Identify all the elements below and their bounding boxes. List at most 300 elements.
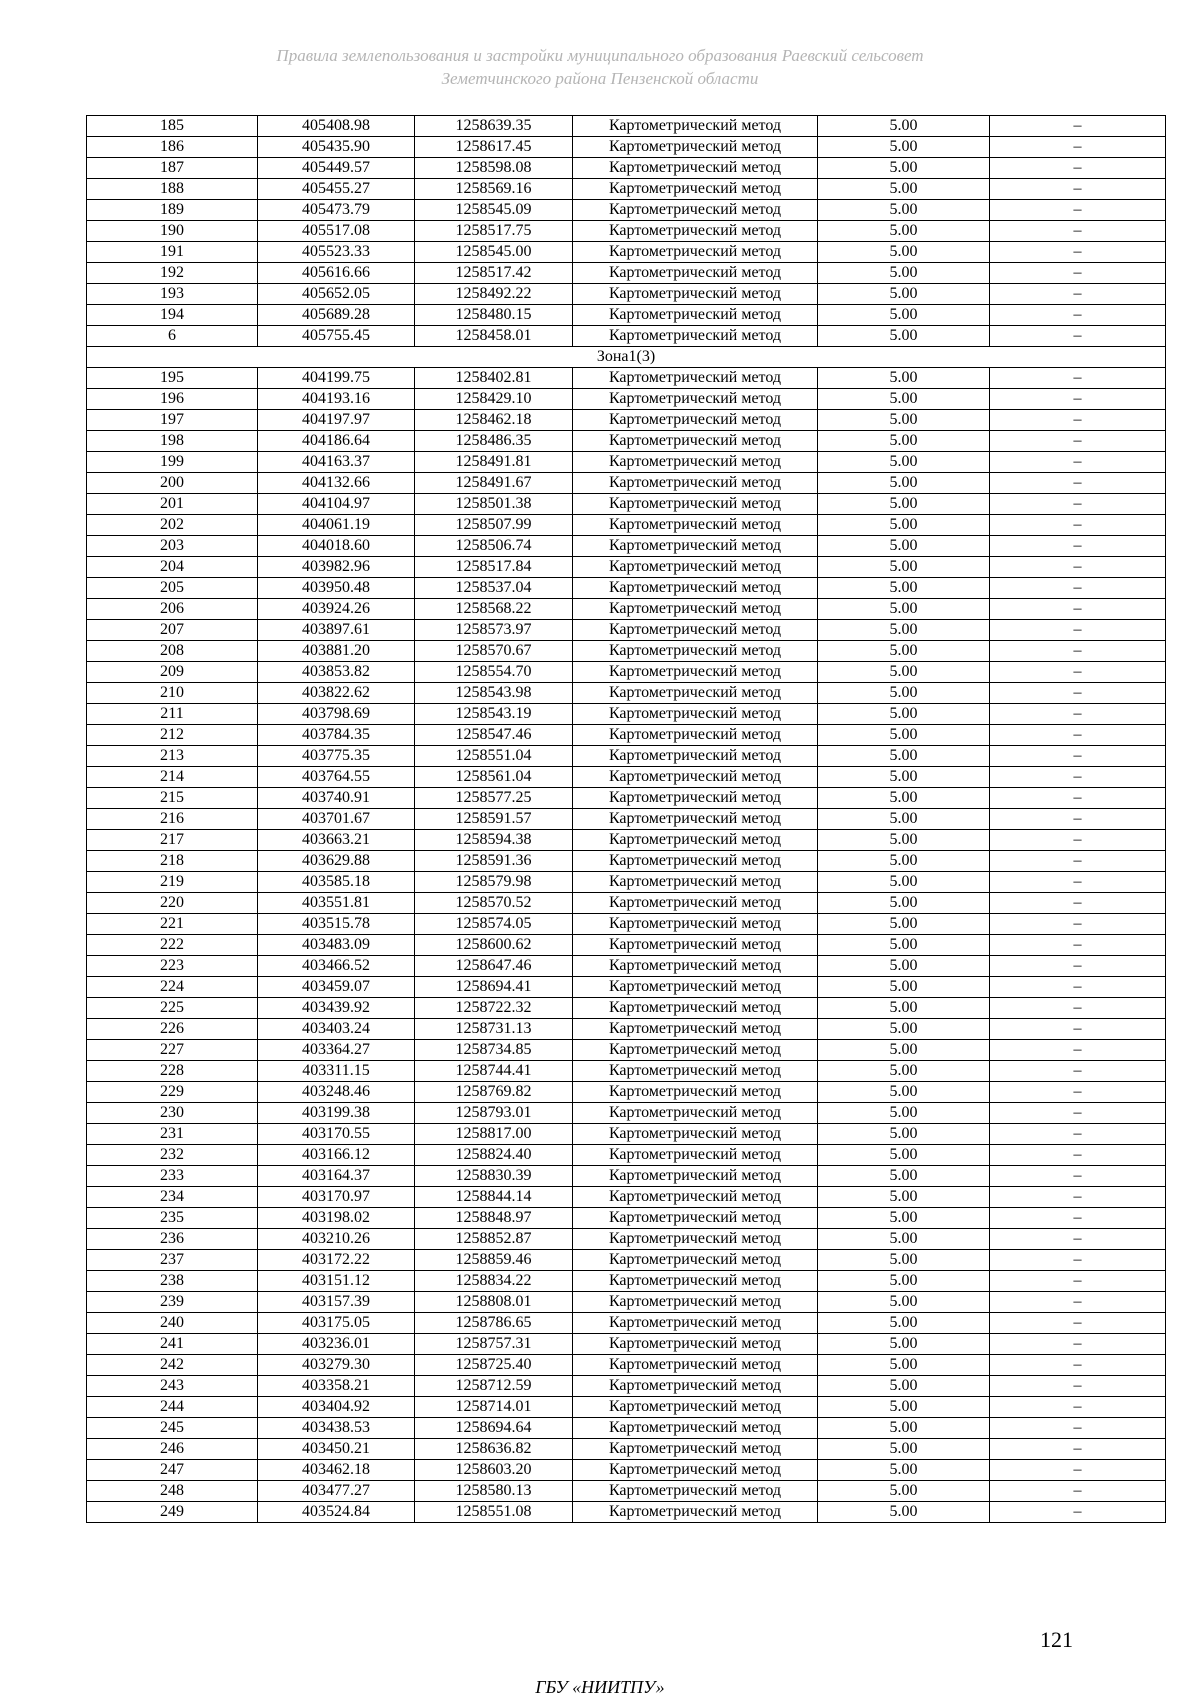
x-coordinate-cell: 403157.39 xyxy=(258,1292,415,1313)
table-row xyxy=(87,536,1166,557)
method-cell: Картометрический метод xyxy=(573,326,818,347)
accuracy-cell: 5.00 xyxy=(818,389,990,410)
y-coordinate-cell: 1258830.39 xyxy=(415,1166,573,1187)
y-coordinate-cell: 1258852.87 xyxy=(415,1229,573,1250)
accuracy-cell: 5.00 xyxy=(818,200,990,221)
y-coordinate-cell: 1258545.00 xyxy=(415,242,573,263)
note-cell: – xyxy=(990,263,1166,284)
note-cell: – xyxy=(990,662,1166,683)
zone-section xyxy=(87,347,1166,368)
note-cell: – xyxy=(990,767,1166,788)
note-cell: – xyxy=(990,704,1166,725)
point-number-cell: 243 xyxy=(87,1376,258,1397)
accuracy-cell: 5.00 xyxy=(818,1019,990,1040)
method-cell: Картометрический метод xyxy=(573,620,818,641)
accuracy-cell: 5.00 xyxy=(818,1397,990,1418)
accuracy-cell: 5.00 xyxy=(818,473,990,494)
accuracy-cell: 5.00 xyxy=(818,620,990,641)
note-cell: – xyxy=(990,1292,1166,1313)
accuracy-cell: 5.00 xyxy=(818,263,990,284)
table-row xyxy=(87,1040,1166,1061)
point-number-cell: 226 xyxy=(87,1019,258,1040)
y-coordinate-cell: 1258570.67 xyxy=(415,641,573,662)
x-coordinate-cell: 403764.55 xyxy=(258,767,415,788)
method-cell: Картометрический метод xyxy=(573,1271,818,1292)
method-cell: Картометрический метод xyxy=(573,977,818,998)
x-coordinate-cell: 404163.37 xyxy=(258,452,415,473)
y-coordinate-cell: 1258551.08 xyxy=(415,1502,573,1523)
point-number-cell: 202 xyxy=(87,515,258,536)
point-number-cell: 193 xyxy=(87,284,258,305)
x-coordinate-cell: 404199.75 xyxy=(258,368,415,389)
accuracy-cell: 5.00 xyxy=(818,1355,990,1376)
table-row xyxy=(87,956,1166,977)
point-number-cell: 196 xyxy=(87,389,258,410)
accuracy-cell: 5.00 xyxy=(818,851,990,872)
x-coordinate-cell: 403897.61 xyxy=(258,620,415,641)
point-number-cell: 227 xyxy=(87,1040,258,1061)
x-coordinate-cell: 403279.30 xyxy=(258,1355,415,1376)
y-coordinate-cell: 1258547.46 xyxy=(415,725,573,746)
table-body-bottom xyxy=(87,368,1166,1523)
table-row xyxy=(87,1397,1166,1418)
point-number-cell: 219 xyxy=(87,872,258,893)
x-coordinate-cell: 403477.27 xyxy=(258,1481,415,1502)
x-coordinate-cell: 403629.88 xyxy=(258,851,415,872)
accuracy-cell: 5.00 xyxy=(818,305,990,326)
coordinates-table xyxy=(86,115,1166,1523)
note-cell: – xyxy=(990,326,1166,347)
x-coordinate-cell: 403311.15 xyxy=(258,1061,415,1082)
y-coordinate-cell: 1258722.32 xyxy=(415,998,573,1019)
accuracy-cell: 5.00 xyxy=(818,1187,990,1208)
x-coordinate-cell: 403950.48 xyxy=(258,578,415,599)
point-number-cell: 190 xyxy=(87,221,258,242)
note-cell: – xyxy=(990,1229,1166,1250)
method-cell: Картометрический метод xyxy=(573,1082,818,1103)
point-number-cell: 188 xyxy=(87,179,258,200)
note-cell: – xyxy=(990,137,1166,158)
y-coordinate-cell: 1258568.22 xyxy=(415,599,573,620)
point-number-cell: 224 xyxy=(87,977,258,998)
method-cell: Картометрический метод xyxy=(573,1355,818,1376)
table-row xyxy=(87,137,1166,158)
point-number-cell: 207 xyxy=(87,620,258,641)
accuracy-cell: 5.00 xyxy=(818,536,990,557)
y-coordinate-cell: 1258551.04 xyxy=(415,746,573,767)
note-cell: – xyxy=(990,1439,1166,1460)
y-coordinate-cell: 1258429.10 xyxy=(415,389,573,410)
point-number-cell: 203 xyxy=(87,536,258,557)
table-row xyxy=(87,1250,1166,1271)
point-number-cell: 6 xyxy=(87,326,258,347)
x-coordinate-cell: 403784.35 xyxy=(258,725,415,746)
x-coordinate-cell: 403403.24 xyxy=(258,1019,415,1040)
table-row xyxy=(87,368,1166,389)
note-cell: – xyxy=(990,620,1166,641)
table-body-top xyxy=(87,116,1166,347)
note-cell: – xyxy=(990,494,1166,515)
method-cell: Картометрический метод xyxy=(573,284,818,305)
y-coordinate-cell: 1258757.31 xyxy=(415,1334,573,1355)
y-coordinate-cell: 1258603.20 xyxy=(415,1460,573,1481)
page-number: 121 xyxy=(1040,1627,1073,1652)
table-row xyxy=(87,179,1166,200)
point-number-cell: 245 xyxy=(87,1418,258,1439)
table-row xyxy=(87,1124,1166,1145)
method-cell: Картометрический метод xyxy=(573,1166,818,1187)
y-coordinate-cell: 1258714.01 xyxy=(415,1397,573,1418)
method-cell: Картометрический метод xyxy=(573,683,818,704)
y-coordinate-cell: 1258573.97 xyxy=(415,620,573,641)
point-number-cell: 206 xyxy=(87,599,258,620)
x-coordinate-cell: 403199.38 xyxy=(258,1103,415,1124)
point-number-cell: 238 xyxy=(87,1271,258,1292)
x-coordinate-cell: 403982.96 xyxy=(258,557,415,578)
accuracy-cell: 5.00 xyxy=(818,998,990,1019)
accuracy-cell: 5.00 xyxy=(818,368,990,389)
x-coordinate-cell: 403404.92 xyxy=(258,1397,415,1418)
table-row xyxy=(87,620,1166,641)
table-row xyxy=(87,116,1166,137)
table-row xyxy=(87,599,1166,620)
table-row xyxy=(87,1334,1166,1355)
table-row xyxy=(87,284,1166,305)
point-number-cell: 232 xyxy=(87,1145,258,1166)
point-number-cell: 244 xyxy=(87,1397,258,1418)
note-cell: – xyxy=(990,977,1166,998)
x-coordinate-cell: 405652.05 xyxy=(258,284,415,305)
note-cell: – xyxy=(990,1502,1166,1523)
note-cell: – xyxy=(990,956,1166,977)
note-cell: – xyxy=(990,788,1166,809)
note-cell: – xyxy=(990,1061,1166,1082)
point-number-cell: 186 xyxy=(87,137,258,158)
x-coordinate-cell: 405473.79 xyxy=(258,200,415,221)
y-coordinate-cell: 1258725.40 xyxy=(415,1355,573,1376)
x-coordinate-cell: 404104.97 xyxy=(258,494,415,515)
point-number-cell: 212 xyxy=(87,725,258,746)
y-coordinate-cell: 1258480.15 xyxy=(415,305,573,326)
y-coordinate-cell: 1258591.36 xyxy=(415,851,573,872)
table-row xyxy=(87,746,1166,767)
note-cell: – xyxy=(990,1355,1166,1376)
method-cell: Картометрический метод xyxy=(573,137,818,158)
point-number-cell: 195 xyxy=(87,368,258,389)
method-cell: Картометрический метод xyxy=(573,935,818,956)
y-coordinate-cell: 1258577.25 xyxy=(415,788,573,809)
note-cell: – xyxy=(990,1145,1166,1166)
note-cell: – xyxy=(990,578,1166,599)
table-row xyxy=(87,1376,1166,1397)
y-coordinate-cell: 1258617.45 xyxy=(415,137,573,158)
method-cell: Картометрический метод xyxy=(573,641,818,662)
y-coordinate-cell: 1258579.98 xyxy=(415,872,573,893)
method-cell: Картометрический метод xyxy=(573,1481,818,1502)
y-coordinate-cell: 1258402.81 xyxy=(415,368,573,389)
method-cell: Картометрический метод xyxy=(573,1124,818,1145)
table-row xyxy=(87,998,1166,1019)
y-coordinate-cell: 1258491.81 xyxy=(415,452,573,473)
x-coordinate-cell: 403822.62 xyxy=(258,683,415,704)
note-cell: – xyxy=(990,557,1166,578)
method-cell: Картометрический метод xyxy=(573,599,818,620)
table-row xyxy=(87,1292,1166,1313)
table-row xyxy=(87,578,1166,599)
x-coordinate-cell: 403701.67 xyxy=(258,809,415,830)
accuracy-cell: 5.00 xyxy=(818,1313,990,1334)
table-row xyxy=(87,1418,1166,1439)
y-coordinate-cell: 1258501.38 xyxy=(415,494,573,515)
point-number-cell: 241 xyxy=(87,1334,258,1355)
accuracy-cell: 5.00 xyxy=(818,599,990,620)
method-cell: Картометрический метод xyxy=(573,1502,818,1523)
note-cell: – xyxy=(990,641,1166,662)
note-cell: – xyxy=(990,1460,1166,1481)
accuracy-cell: 5.00 xyxy=(818,893,990,914)
accuracy-cell: 5.00 xyxy=(818,1082,990,1103)
method-cell: Картометрический метод xyxy=(573,1292,818,1313)
x-coordinate-cell: 404018.60 xyxy=(258,536,415,557)
y-coordinate-cell: 1258517.75 xyxy=(415,221,573,242)
point-number-cell: 208 xyxy=(87,641,258,662)
note-cell: – xyxy=(990,515,1166,536)
method-cell: Картометрический метод xyxy=(573,746,818,767)
point-number-cell: 214 xyxy=(87,767,258,788)
table-row xyxy=(87,683,1166,704)
accuracy-cell: 5.00 xyxy=(818,1040,990,1061)
x-coordinate-cell: 405449.57 xyxy=(258,158,415,179)
y-coordinate-cell: 1258517.84 xyxy=(415,557,573,578)
method-cell: Картометрический метод xyxy=(573,410,818,431)
note-cell: – xyxy=(990,200,1166,221)
method-cell: Картометрический метод xyxy=(573,452,818,473)
accuracy-cell: 5.00 xyxy=(818,1208,990,1229)
x-coordinate-cell: 403740.91 xyxy=(258,788,415,809)
accuracy-cell: 5.00 xyxy=(818,1481,990,1502)
note-cell: – xyxy=(990,1397,1166,1418)
y-coordinate-cell: 1258543.98 xyxy=(415,683,573,704)
table-row xyxy=(87,1187,1166,1208)
method-cell: Картометрический метод xyxy=(573,830,818,851)
zone-row xyxy=(87,347,1166,368)
note-cell: – xyxy=(990,746,1166,767)
accuracy-cell: 5.00 xyxy=(818,956,990,977)
x-coordinate-cell: 405435.90 xyxy=(258,137,415,158)
point-number-cell: 215 xyxy=(87,788,258,809)
method-cell: Картометрический метод xyxy=(573,1439,818,1460)
accuracy-cell: 5.00 xyxy=(818,872,990,893)
method-cell: Картометрический метод xyxy=(573,1208,818,1229)
method-cell: Картометрический метод xyxy=(573,389,818,410)
point-number-cell: 247 xyxy=(87,1460,258,1481)
method-cell: Картометрический метод xyxy=(573,221,818,242)
method-cell: Картометрический метод xyxy=(573,809,818,830)
y-coordinate-cell: 1258824.40 xyxy=(415,1145,573,1166)
note-cell: – xyxy=(990,1103,1166,1124)
y-coordinate-cell: 1258574.05 xyxy=(415,914,573,935)
x-coordinate-cell: 404132.66 xyxy=(258,473,415,494)
accuracy-cell: 5.00 xyxy=(818,767,990,788)
accuracy-cell: 5.00 xyxy=(818,1460,990,1481)
y-coordinate-cell: 1258744.41 xyxy=(415,1061,573,1082)
note-cell: – xyxy=(990,1166,1166,1187)
table-row xyxy=(87,326,1166,347)
note-cell: – xyxy=(990,914,1166,935)
y-coordinate-cell: 1258486.35 xyxy=(415,431,573,452)
method-cell: Картометрический метод xyxy=(573,536,818,557)
table-row xyxy=(87,893,1166,914)
y-coordinate-cell: 1258834.22 xyxy=(415,1271,573,1292)
point-number-cell: 233 xyxy=(87,1166,258,1187)
note-cell: – xyxy=(990,1271,1166,1292)
note-cell: – xyxy=(990,1124,1166,1145)
point-number-cell: 197 xyxy=(87,410,258,431)
method-cell: Картометрический метод xyxy=(573,851,818,872)
point-number-cell: 211 xyxy=(87,704,258,725)
point-number-cell: 192 xyxy=(87,263,258,284)
y-coordinate-cell: 1258786.65 xyxy=(415,1313,573,1334)
method-cell: Картометрический метод xyxy=(573,704,818,725)
note-cell: – xyxy=(990,389,1166,410)
point-number-cell: 220 xyxy=(87,893,258,914)
y-coordinate-cell: 1258598.08 xyxy=(415,158,573,179)
x-coordinate-cell: 403798.69 xyxy=(258,704,415,725)
accuracy-cell: 5.00 xyxy=(818,515,990,536)
method-cell: Картометрический метод xyxy=(573,872,818,893)
y-coordinate-cell: 1258580.13 xyxy=(415,1481,573,1502)
table-row xyxy=(87,452,1166,473)
y-coordinate-cell: 1258506.74 xyxy=(415,536,573,557)
accuracy-cell: 5.00 xyxy=(818,452,990,473)
point-number-cell: 218 xyxy=(87,851,258,872)
x-coordinate-cell: 405616.66 xyxy=(258,263,415,284)
point-number-cell: 225 xyxy=(87,998,258,1019)
accuracy-cell: 5.00 xyxy=(818,158,990,179)
point-number-cell: 221 xyxy=(87,914,258,935)
method-cell: Картометрический метод xyxy=(573,1019,818,1040)
note-cell: – xyxy=(990,599,1166,620)
method-cell: Картометрический метод xyxy=(573,1187,818,1208)
table-row xyxy=(87,872,1166,893)
y-coordinate-cell: 1258543.19 xyxy=(415,704,573,725)
note-cell: – xyxy=(990,851,1166,872)
point-number-cell: 205 xyxy=(87,578,258,599)
method-cell: Картометрический метод xyxy=(573,242,818,263)
y-coordinate-cell: 1258491.67 xyxy=(415,473,573,494)
page-footer: ГБУ «НИИТПУ» xyxy=(535,1677,665,1697)
x-coordinate-cell: 403170.55 xyxy=(258,1124,415,1145)
y-coordinate-cell: 1258517.42 xyxy=(415,263,573,284)
point-number-cell: 191 xyxy=(87,242,258,263)
header-line-2: Земетчинского района Пензенской области xyxy=(441,69,759,88)
point-number-cell: 223 xyxy=(87,956,258,977)
method-cell: Картометрический метод xyxy=(573,494,818,515)
accuracy-cell: 5.00 xyxy=(818,746,990,767)
note-cell: – xyxy=(990,284,1166,305)
table-row xyxy=(87,473,1166,494)
accuracy-cell: 5.00 xyxy=(818,179,990,200)
x-coordinate-cell: 403198.02 xyxy=(258,1208,415,1229)
accuracy-cell: 5.00 xyxy=(818,1418,990,1439)
accuracy-cell: 5.00 xyxy=(818,1292,990,1313)
x-coordinate-cell: 403170.97 xyxy=(258,1187,415,1208)
point-number-cell: 246 xyxy=(87,1439,258,1460)
y-coordinate-cell: 1258844.14 xyxy=(415,1187,573,1208)
method-cell: Картометрический метод xyxy=(573,725,818,746)
x-coordinate-cell: 403358.21 xyxy=(258,1376,415,1397)
table-row xyxy=(87,1208,1166,1229)
method-cell: Картометрический метод xyxy=(573,1040,818,1061)
x-coordinate-cell: 403466.52 xyxy=(258,956,415,977)
method-cell: Картометрический метод xyxy=(573,1145,818,1166)
point-number-cell: 248 xyxy=(87,1481,258,1502)
accuracy-cell: 5.00 xyxy=(818,284,990,305)
accuracy-cell: 5.00 xyxy=(818,431,990,452)
accuracy-cell: 5.00 xyxy=(818,704,990,725)
x-coordinate-cell: 403551.81 xyxy=(258,893,415,914)
point-number-cell: 234 xyxy=(87,1187,258,1208)
table-row xyxy=(87,1166,1166,1187)
x-coordinate-cell: 404197.97 xyxy=(258,410,415,431)
note-cell: – xyxy=(990,1040,1166,1061)
y-coordinate-cell: 1258859.46 xyxy=(415,1250,573,1271)
accuracy-cell: 5.00 xyxy=(818,809,990,830)
x-coordinate-cell: 405517.08 xyxy=(258,221,415,242)
accuracy-cell: 5.00 xyxy=(818,914,990,935)
accuracy-cell: 5.00 xyxy=(818,1439,990,1460)
point-number-cell: 204 xyxy=(87,557,258,578)
table-row xyxy=(87,1061,1166,1082)
note-cell: – xyxy=(990,179,1166,200)
point-number-cell: 228 xyxy=(87,1061,258,1082)
x-coordinate-cell: 403164.37 xyxy=(258,1166,415,1187)
method-cell: Картометрический метод xyxy=(573,914,818,935)
y-coordinate-cell: 1258569.16 xyxy=(415,179,573,200)
table-row xyxy=(87,221,1166,242)
accuracy-cell: 5.00 xyxy=(818,1145,990,1166)
method-cell: Картометрический метод xyxy=(573,116,818,137)
y-coordinate-cell: 1258537.04 xyxy=(415,578,573,599)
x-coordinate-cell: 403151.12 xyxy=(258,1271,415,1292)
point-number-cell: 189 xyxy=(87,200,258,221)
point-number-cell: 242 xyxy=(87,1355,258,1376)
point-number-cell: 229 xyxy=(87,1082,258,1103)
note-cell: – xyxy=(990,1481,1166,1502)
table-row xyxy=(87,1019,1166,1040)
method-cell: Картометрический метод xyxy=(573,767,818,788)
y-coordinate-cell: 1258734.85 xyxy=(415,1040,573,1061)
x-coordinate-cell: 403663.21 xyxy=(258,830,415,851)
method-cell: Картометрический метод xyxy=(573,998,818,1019)
accuracy-cell: 5.00 xyxy=(818,242,990,263)
method-cell: Картометрический метод xyxy=(573,515,818,536)
method-cell: Картометрический метод xyxy=(573,431,818,452)
x-coordinate-cell: 403462.18 xyxy=(258,1460,415,1481)
x-coordinate-cell: 403459.07 xyxy=(258,977,415,998)
table-row xyxy=(87,1481,1166,1502)
note-cell: – xyxy=(990,242,1166,263)
y-coordinate-cell: 1258458.01 xyxy=(415,326,573,347)
method-cell: Картометрический метод xyxy=(573,263,818,284)
accuracy-cell: 5.00 xyxy=(818,725,990,746)
table-row xyxy=(87,389,1166,410)
table-row xyxy=(87,1229,1166,1250)
x-coordinate-cell: 404193.16 xyxy=(258,389,415,410)
method-cell: Картометрический метод xyxy=(573,158,818,179)
y-coordinate-cell: 1258561.04 xyxy=(415,767,573,788)
y-coordinate-cell: 1258769.82 xyxy=(415,1082,573,1103)
